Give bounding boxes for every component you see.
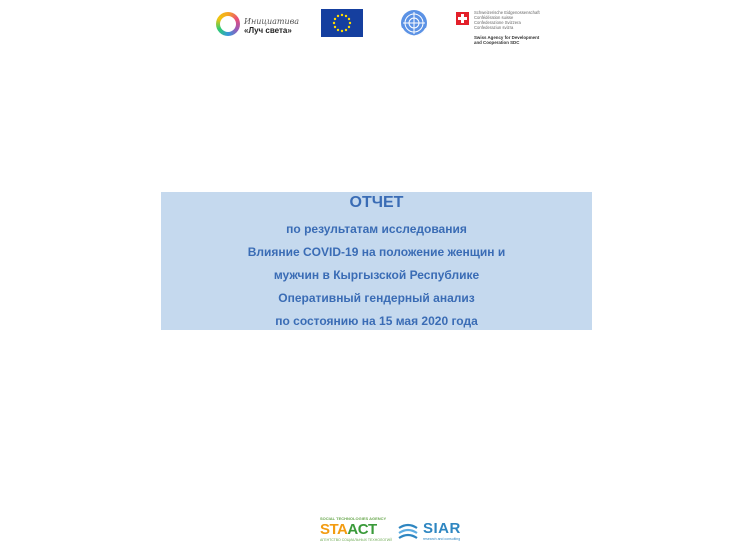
- siar-wordmark: SIAR: [423, 520, 461, 537]
- siar-tagline: research and consulting: [423, 537, 461, 541]
- spotlight-logo-line2: «Луч света»: [244, 26, 292, 35]
- eu-flag-logo: [321, 9, 363, 37]
- report-date-line: по состоянию на 15 мая 2020 года: [275, 314, 478, 328]
- spotlight-initiative-logo: [216, 10, 300, 40]
- siar-swirl-icon: [397, 520, 419, 542]
- stact-logo: [320, 516, 392, 544]
- un-globe-icon: [397, 8, 431, 38]
- stact-wordmark-a: STA: [320, 521, 348, 538]
- sdc-line-2: Confédération suisse: [474, 15, 514, 20]
- siar-logo: [397, 518, 473, 544]
- report-subtitle-line-1: по результатам исследования: [286, 222, 467, 236]
- un-emblem-logo: [397, 8, 431, 38]
- report-title-band: [161, 192, 592, 330]
- spotlight-ring-icon: [216, 12, 240, 36]
- report-title: ОТЧЕТ: [349, 194, 404, 211]
- sdc-agency-line-1: Swiss Agency for Development: [474, 35, 540, 40]
- sdc-line-4: Confederaziun svizra: [474, 25, 514, 30]
- spotlight-logo-line1: Инициатива: [244, 17, 300, 26]
- eu-stars-icon: [321, 9, 363, 37]
- swiss-sdc-logo: [456, 10, 566, 58]
- stact-wordmark-b: ACT: [347, 521, 377, 538]
- sdc-line-3: Confederazione Svizzera: [474, 20, 521, 25]
- report-subtitle-line-2: Влияние COVID-19 на положение женщин и: [247, 245, 506, 259]
- swiss-flag-icon: [456, 12, 469, 25]
- report-subtitle-line-3: мужчин в Кыргызской Республике: [273, 268, 480, 282]
- report-subtitle-line-4: Оперативный гендерный анализ: [278, 291, 475, 305]
- stact-logo-wordmark: [320, 521, 377, 538]
- sdc-line-1: Schweizerische Eidgenossenschaft: [474, 10, 540, 15]
- stact-logo-top: SOCIAL TECHNOLOGIES AGENCY: [320, 516, 387, 521]
- sdc-agency-line-2: and Cooperation SDC: [474, 40, 520, 45]
- stact-logo-bottom: АГЕНТСТВО СОЦИАЛЬНЫХ ТЕХНОЛОГИЙ: [320, 538, 392, 542]
